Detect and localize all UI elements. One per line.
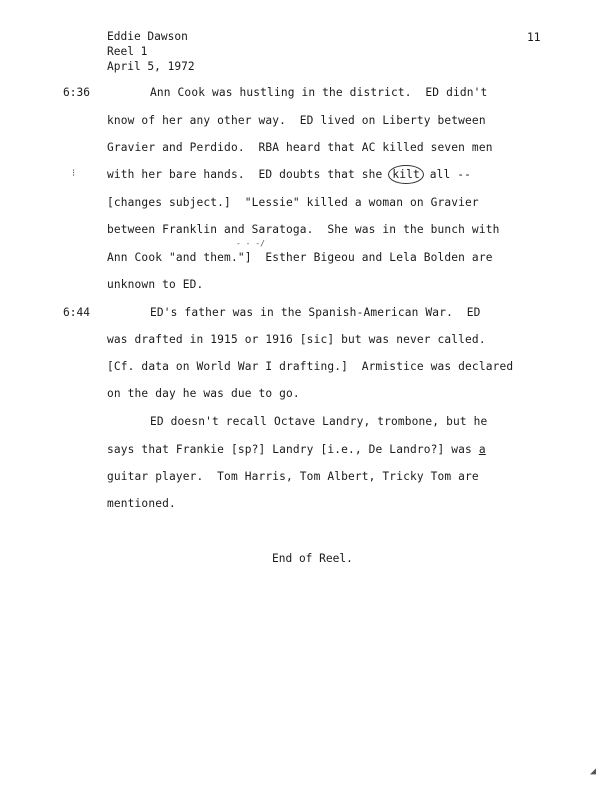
page-number: 11 [527, 31, 541, 44]
text-line-with-circled-word [107, 168, 471, 181]
text-line: guitar player. Tom Harris, Tom Albert, Tricky Tom are [107, 470, 479, 483]
text-segment: all -- [422, 168, 472, 181]
timestamp-2: 6:44 [63, 306, 90, 319]
reel-number: Reel 1 [107, 45, 148, 58]
circled-word: kilt [388, 165, 424, 184]
text-line: know of her any other way. ED lived on Liberty between [107, 114, 486, 127]
timestamp-1: 6:36 [63, 86, 90, 99]
interviewee-name: Eddie Dawson [107, 30, 188, 43]
text-line: unknown to ED. [107, 278, 204, 291]
text-line: Ann Cook was hustling in the district. ED didn't [150, 86, 488, 99]
interview-date: April 5, 1972 [107, 60, 195, 73]
insertion-mark: - - -/ [236, 239, 265, 248]
text-segment: with her bare hands. ED doubts that she [107, 168, 390, 181]
text-line: between Franklin and Saratoga. She was in the bunch with [107, 223, 500, 236]
text-line: on the day he was due to go. [107, 387, 300, 400]
text-segment: says that Frankie [sp?] Landry [i.e., De Landro?] was [107, 443, 479, 456]
margin-mark: ⁝ [72, 168, 76, 179]
text-line: mentioned. [107, 497, 176, 510]
underlined-word: a [478, 443, 486, 456]
text-line: Gravier and Perdido. RBA heard that AC killed seven men [107, 141, 493, 154]
text-line: Ann Cook "and them."] Esther Bigeou and Lela Bolden are [107, 251, 493, 264]
end-of-reel: End of Reel. [272, 552, 353, 565]
page-corner-mark: ◢ [590, 766, 597, 777]
text-line: ED doesn't recall Octave Landry, trombone, but he [150, 415, 488, 428]
text-line-with-underline [107, 443, 486, 456]
text-line: ED's father was in the Spanish-American War. ED [150, 306, 481, 319]
text-line: was drafted in 1915 or 1916 [sic] but was never called. [107, 333, 486, 346]
text-line: [Cf. data on World War I drafting.] Armistice was declared [107, 360, 514, 373]
text-line: [changes subject.] "Lessie" killed a woman on Gravier [107, 196, 479, 209]
